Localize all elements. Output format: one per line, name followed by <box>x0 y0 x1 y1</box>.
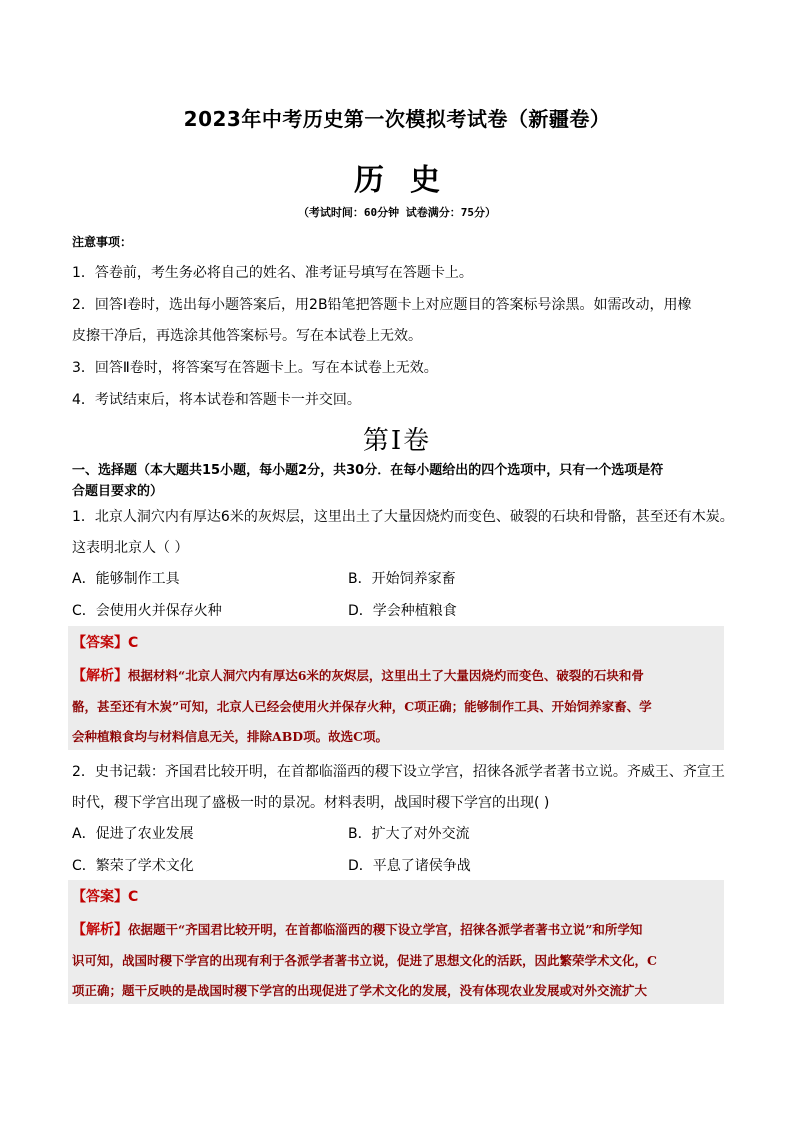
section-title: 第Ⅰ卷 <box>362 426 432 456</box>
answer-tag: 【答案】 <box>72 889 128 905</box>
option-b: B．开始饲养家畜 <box>348 571 456 587</box>
notice-item: 3．回答Ⅱ卷时，将答案写在答题卡上。写在本试卷上无效。 <box>72 360 438 376</box>
notice-item: 1．答卷前，考生务必将自己的姓名、准考证号填写在答题卡上。 <box>72 265 473 281</box>
answer-block <box>68 880 724 1004</box>
analysis-line <box>72 919 642 939</box>
answer-value: C <box>128 635 139 651</box>
exam-info: （考试时间：60分钟 试卷满分：75分） <box>297 206 497 219</box>
option-d: D．学会种植粮食 <box>348 603 457 619</box>
analysis-line <box>72 665 644 685</box>
option-c: C．会使用火并保存火种 <box>72 603 222 619</box>
exam-title: 2023年中考历史第一次模拟考试卷（新疆卷） <box>183 107 611 131</box>
analysis-line: 项正确；题干反映的是战国时稷下学宫的出现促进了学术文化的发展，没有体现农业发展或对外交流扩大 <box>72 983 648 998</box>
notice-item: 皮擦干净后，再选涂其他答案标号。写在本试卷上无效。 <box>72 328 422 344</box>
answer-tag: 【答案】 <box>72 635 128 651</box>
notice-heading: 注意事项： <box>72 235 133 249</box>
question-stem: 这表明北京人（ ） <box>72 540 189 556</box>
analysis-line: 骼，甚至还有木炭”可知，北京人已经会使用火并保存火种，C项正确；能够制作工具、开始饲养家畜、学 <box>72 699 652 714</box>
option-c: C．繁荣了学术文化 <box>72 858 194 874</box>
analysis-line: 识可知，战国时稷下学宫的出现有利于各派学者著书立说，促进了思想文化的活跃，因此繁荣学术文化，C <box>72 953 657 968</box>
analysis-text: 根据材料“北京人洞穴内有厚达6米的灰烬层，这里出土了大量因烧灼而变色、破裂的石块和骨 <box>128 668 644 683</box>
notice-item: 2．回答Ⅰ卷时，选出每小题答案后，用2B铅笔把答题卡上对应题目的答案标号涂黑。如需改动，用橡 <box>72 297 692 313</box>
question-stem: 2．史书记载：齐国君比较开明，在首都临淄西的稷下设立学宫，招徕各派学者著书立说。齐威王、齐宣王 <box>72 764 725 780</box>
section-intro: 一、选择题（本大题共15小题，每小题2分，共30分．在每小题给出的四个选项中，只有一个选项是符 <box>72 463 664 478</box>
analysis-text: 依据题干“齐国君比较开明，在首都临淄西的稷下设立学宫，招徕各派学者著书立说”和所学知 <box>128 922 643 937</box>
subject-title: 历史 <box>354 163 466 198</box>
option-a: A．能够制作工具 <box>72 571 180 587</box>
analysis-line: 会种植粮食均与材料信息无关，排除ABD项。故选C项。 <box>72 729 389 744</box>
question-stem: 时代，稷下学宫出现了盛极一时的景况。材料表明，战国时稷下学宫的出现( ) <box>72 795 550 811</box>
question-stem: 1．北京人洞穴内有厚达6米的灰烬层，这里出土了大量因烧灼而变色、破裂的石块和骨骼，甚至还有木炭。 <box>72 509 734 525</box>
option-a: A．促进了农业发展 <box>72 826 194 842</box>
notice-item: 4．考试结束后，将本试卷和答题卡一并交回。 <box>72 392 361 408</box>
answer-line <box>72 886 138 906</box>
option-d: D．平息了诸侯争战 <box>348 858 471 874</box>
section-intro: 合题目要求的） <box>72 484 164 499</box>
answer-value: C <box>128 889 139 905</box>
answer-line <box>72 632 138 652</box>
analysis-tag: 【解析】 <box>72 668 128 684</box>
option-b: B．扩大了对外交流 <box>348 826 470 842</box>
analysis-tag: 【解析】 <box>72 922 128 938</box>
answer-block <box>68 626 724 750</box>
